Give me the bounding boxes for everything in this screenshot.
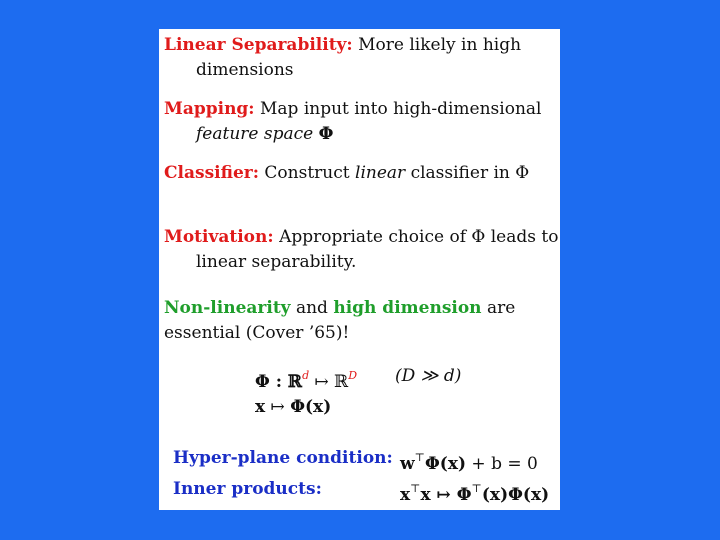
text-motivation: Appropriate choice of Φ leads to <box>279 227 559 247</box>
eq-phi-product: (x)Φ(x) <box>481 485 550 505</box>
eq-map-mid: ↦ ℝ <box>309 372 349 392</box>
text-are: are <box>486 298 516 318</box>
eq-x-left: x <box>400 485 411 505</box>
line-nonlinearity <box>164 298 515 318</box>
eq-transpose-1: ⊤ <box>410 482 421 495</box>
text-linear-separability-end: linear separability. <box>196 252 357 272</box>
line-linear-separability-cont <box>196 60 294 80</box>
slide <box>159 29 560 510</box>
line-mapping-cont <box>196 124 333 144</box>
line-motivation <box>164 227 558 247</box>
eq-phi-x: Φ(x) <box>290 397 332 417</box>
text-classifier-a: Construct <box>264 163 350 183</box>
term-motivation: Motivation: <box>164 227 274 247</box>
equation-map-definition <box>255 366 357 392</box>
eq-map-sup-d: d <box>302 369 310 382</box>
text-classifier-linear: linear <box>355 163 406 183</box>
equation-inner-products <box>400 479 549 505</box>
text-dimensions: dimensions <box>196 60 294 80</box>
eq-transpose: ⊤ <box>414 451 425 464</box>
text-and: and <box>295 298 328 318</box>
eq-phi-x-2: Φ(x) <box>425 454 467 474</box>
label-hyperplane-condition: Hyper-plane condition: <box>173 448 393 468</box>
eq-phi: Φ <box>456 485 472 505</box>
eq-mapsto: ↦ <box>265 397 291 417</box>
line-nonlinearity-cont <box>164 323 349 343</box>
term-mapping: Mapping: <box>164 99 255 119</box>
text-classifier-b: classifier in Φ <box>410 163 530 183</box>
label-inner-products: Inner products: <box>173 479 322 499</box>
text-linear-separability: More likely in high <box>358 35 522 55</box>
text-feature-space: feature space <box>196 124 314 144</box>
equation-hyperplane <box>400 448 538 474</box>
text-essential-cover: essential (Cover ’65)! <box>164 323 350 343</box>
eq-w: w <box>400 454 415 474</box>
line-linear-separability <box>164 35 521 55</box>
eq-plus-b: + b = 0 <box>466 454 538 474</box>
eq-x-mapsto: x ↦ <box>420 485 457 505</box>
line-classifier <box>164 163 529 183</box>
term-linear-separability: Linear Separability: <box>164 35 353 55</box>
eq-x: x <box>255 397 266 417</box>
line-mapping <box>164 99 541 119</box>
text-mapping: Map input into high-dimensional <box>260 99 542 119</box>
symbol-phi: Φ <box>318 124 334 144</box>
eq-map-lhs: Φ : ℝ <box>255 372 303 392</box>
line-motivation-cont <box>196 252 356 272</box>
eq-transpose-2: ⊤ <box>471 482 482 495</box>
term-high-dimension: high dimension <box>333 298 482 318</box>
term-nonlinearity: Non-linearity <box>164 298 291 318</box>
eq-map-sup-D: D <box>348 369 358 382</box>
equation-x-mapping <box>255 397 331 417</box>
equation-map-condition: (D ≫ d) <box>395 366 462 386</box>
term-classifier: Classifier: <box>164 163 260 183</box>
